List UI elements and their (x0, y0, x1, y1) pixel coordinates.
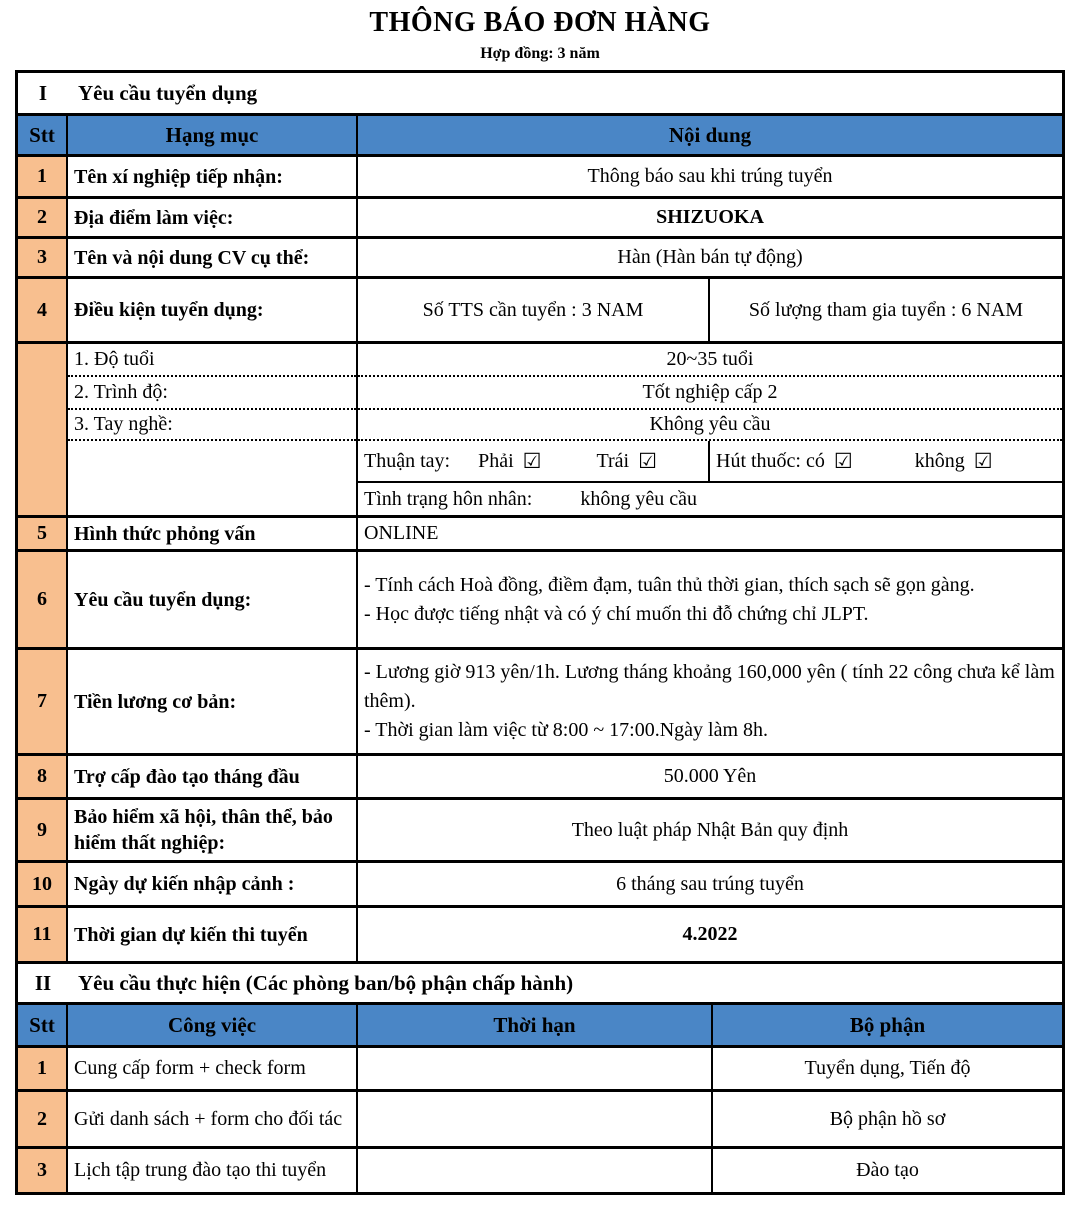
table-row (18, 239, 1062, 279)
row6-number: 6 (18, 552, 68, 647)
document-header (0, 0, 1080, 63)
task2-deadline (358, 1092, 713, 1146)
table2-header-department: Bộ phận (713, 1005, 1062, 1045)
table-row (18, 279, 1062, 344)
row7-number: 7 (18, 650, 68, 753)
smoking-yes-label: Hút thuốc: có (716, 449, 825, 472)
task3-department: Đào tạo (856, 1159, 919, 1181)
checkbox-checked-icon: ☑ (833, 449, 853, 473)
table2-header-row (18, 1005, 1062, 1048)
smoking-no-label: không (914, 449, 965, 472)
row7-label: Tiền lương cơ bản: (68, 650, 358, 753)
table-row (18, 1149, 1062, 1192)
table-row (18, 1092, 1062, 1149)
row10-label: Ngày dự kiến nhập cảnh : (68, 863, 358, 905)
row11-number: 11 (18, 908, 68, 961)
table-row (18, 1048, 1062, 1092)
table-row (18, 518, 1062, 552)
row9-label: Bảo hiểm xã hội, thân thể, bảo hiểm thất nghiệp: (68, 800, 358, 860)
section-2-title: Yêu cầu thực hiện (Các phòng ban/bộ phận chấp hành) (78, 970, 574, 995)
section-1-title: Yêu cầu tuyển dụng (78, 80, 258, 105)
row3-number: 3 (18, 239, 68, 276)
row11-value: 4.2022 (682, 923, 738, 945)
row10-number: 10 (18, 863, 68, 905)
table-row (18, 199, 1062, 239)
table1-header-stt: Stt (18, 116, 68, 154)
hand-smoking-row (358, 441, 1062, 483)
task2-department: Bộ phận hồ sơ (829, 1107, 946, 1130)
task1-department: Tuyển dụng, Tiến độ (804, 1057, 971, 1079)
task3-deadline (358, 1149, 713, 1192)
table-row (18, 908, 1062, 964)
task3-name: Lịch tập trung đào tạo thi tuyển (68, 1149, 358, 1192)
table1-header-item: Hạng mục (68, 116, 358, 154)
education-value: Tốt nghiệp cấp 2 (358, 377, 1062, 410)
table2-header-task: Công việc (68, 1005, 358, 1045)
row6-value (358, 552, 1062, 647)
row4-details-values (358, 344, 1062, 515)
table1-header-row (18, 116, 1062, 157)
handedness-cell (358, 441, 710, 481)
education-label: 2. Trình độ: (68, 377, 356, 410)
table2-header-deadline: Thời hạn (358, 1005, 713, 1045)
skill-value: Không yêu cầu (358, 410, 1062, 441)
row4-details-labels (68, 344, 358, 515)
table-row (18, 552, 1062, 650)
section-1-number: I (38, 80, 48, 105)
row4-details-block (18, 344, 1062, 518)
task2-name: Gửi danh sách + form cho đối tác (68, 1092, 358, 1146)
row9-number: 9 (18, 800, 68, 860)
row6-line2: - Học được tiếng nhật và có ý chí muốn thi đỗ chứng chỉ JLPT. (364, 602, 869, 625)
row6-label: Yêu cầu tuyển dụng: (68, 552, 358, 647)
handedness-right-option: Phải (478, 449, 514, 472)
table-row (18, 650, 1062, 756)
row4-values (358, 279, 1062, 341)
task1-deadline (358, 1048, 713, 1089)
page-title: THÔNG BÁO ĐƠN HÀNG (369, 7, 711, 38)
table1-header-content: Nội dung (358, 116, 1062, 154)
contract-subtitle: Hợp đồng: 3 năm (480, 45, 600, 62)
marital-status-row (358, 483, 1062, 515)
age-label: 1. Độ tuổi (68, 344, 356, 377)
checkbox-checked-icon: ☑ (522, 449, 542, 473)
row1-number: 1 (18, 157, 68, 196)
row5-label: Hình thức phỏng vấn (68, 518, 358, 549)
age-value: 20~35 tuổi (358, 344, 1062, 377)
skill-label: 3. Tay nghề: (68, 410, 356, 441)
table-row (18, 863, 1062, 908)
section-2-header (18, 964, 1062, 1005)
row8-label: Trợ cấp đào tạo tháng đầu (68, 756, 358, 797)
row4-details-stt-cell (18, 344, 68, 515)
section-2-number: II (34, 970, 52, 995)
table-row (18, 756, 1062, 800)
row4-value-right: Số lượng tham gia tuyển : 6 NAM (748, 298, 1024, 321)
row7-value (358, 650, 1062, 753)
checkbox-checked-icon: ☑ (973, 449, 993, 473)
row2-value: SHIZUOKA (656, 206, 764, 228)
row3-value: Hàn (Hàn bán tự động) (617, 246, 803, 268)
task3-number: 3 (18, 1149, 68, 1192)
row5-value: ONLINE (364, 522, 439, 544)
smoking-cell (710, 441, 1062, 481)
marital-status-label: Tình trạng hôn nhân: (364, 487, 533, 510)
row1-value: Thông báo sau khi trúng tuyển (587, 165, 833, 187)
order-table (15, 70, 1065, 1195)
row4-number: 4 (18, 279, 68, 341)
marital-status-value: không yêu cầu (580, 487, 697, 510)
handedness-label: Thuận tay: (364, 449, 451, 472)
table-row (18, 157, 1062, 199)
row11-label: Thời gian dự kiến thi tuyển (68, 908, 358, 961)
row6-line1: - Tính cách Hoà đồng, điềm đạm, tuân thủ thời gian, thích sạch sẽ gọn gàng. (364, 573, 975, 596)
row2-number: 2 (18, 199, 68, 236)
task1-name: Cung cấp form + check form (68, 1048, 358, 1089)
checkbox-checked-icon: ☑ (638, 449, 657, 473)
row9-value: Theo luật pháp Nhật Bản quy định (571, 818, 849, 841)
row3-label: Tên và nội dung CV cụ thể: (68, 239, 358, 276)
row7-line2: - Thời gian làm việc từ 8:00 ~ 17:00.Ngày làm 8h. (364, 719, 769, 741)
row8-number: 8 (18, 756, 68, 797)
row5-number: 5 (18, 518, 68, 549)
row1-label: Tên xí nghiệp tiếp nhận: (68, 157, 358, 196)
table-row (18, 800, 1062, 863)
task2-number: 2 (18, 1092, 68, 1146)
row4-value-left: Số TTS cần tuyển : 3 NAM (358, 279, 710, 341)
row8-value: 50.000 Yên (663, 765, 757, 787)
row4-label: Điều kiện tuyển dụng: (68, 279, 358, 341)
task1-number: 1 (18, 1048, 68, 1089)
row10-value: 6 tháng sau trúng tuyển (616, 872, 804, 895)
section-1-header (18, 73, 1062, 116)
empty-label-cell (68, 441, 356, 515)
table2-header-stt: Stt (18, 1005, 68, 1045)
row2-label: Địa điểm làm việc: (68, 199, 358, 236)
row7-line1: - Lương giờ 913 yên/1h. Lương tháng khoảng 160,000 yên ( tính 22 công chưa kể làm thêm). (364, 661, 1055, 712)
handedness-left-option: Trái (596, 449, 630, 472)
